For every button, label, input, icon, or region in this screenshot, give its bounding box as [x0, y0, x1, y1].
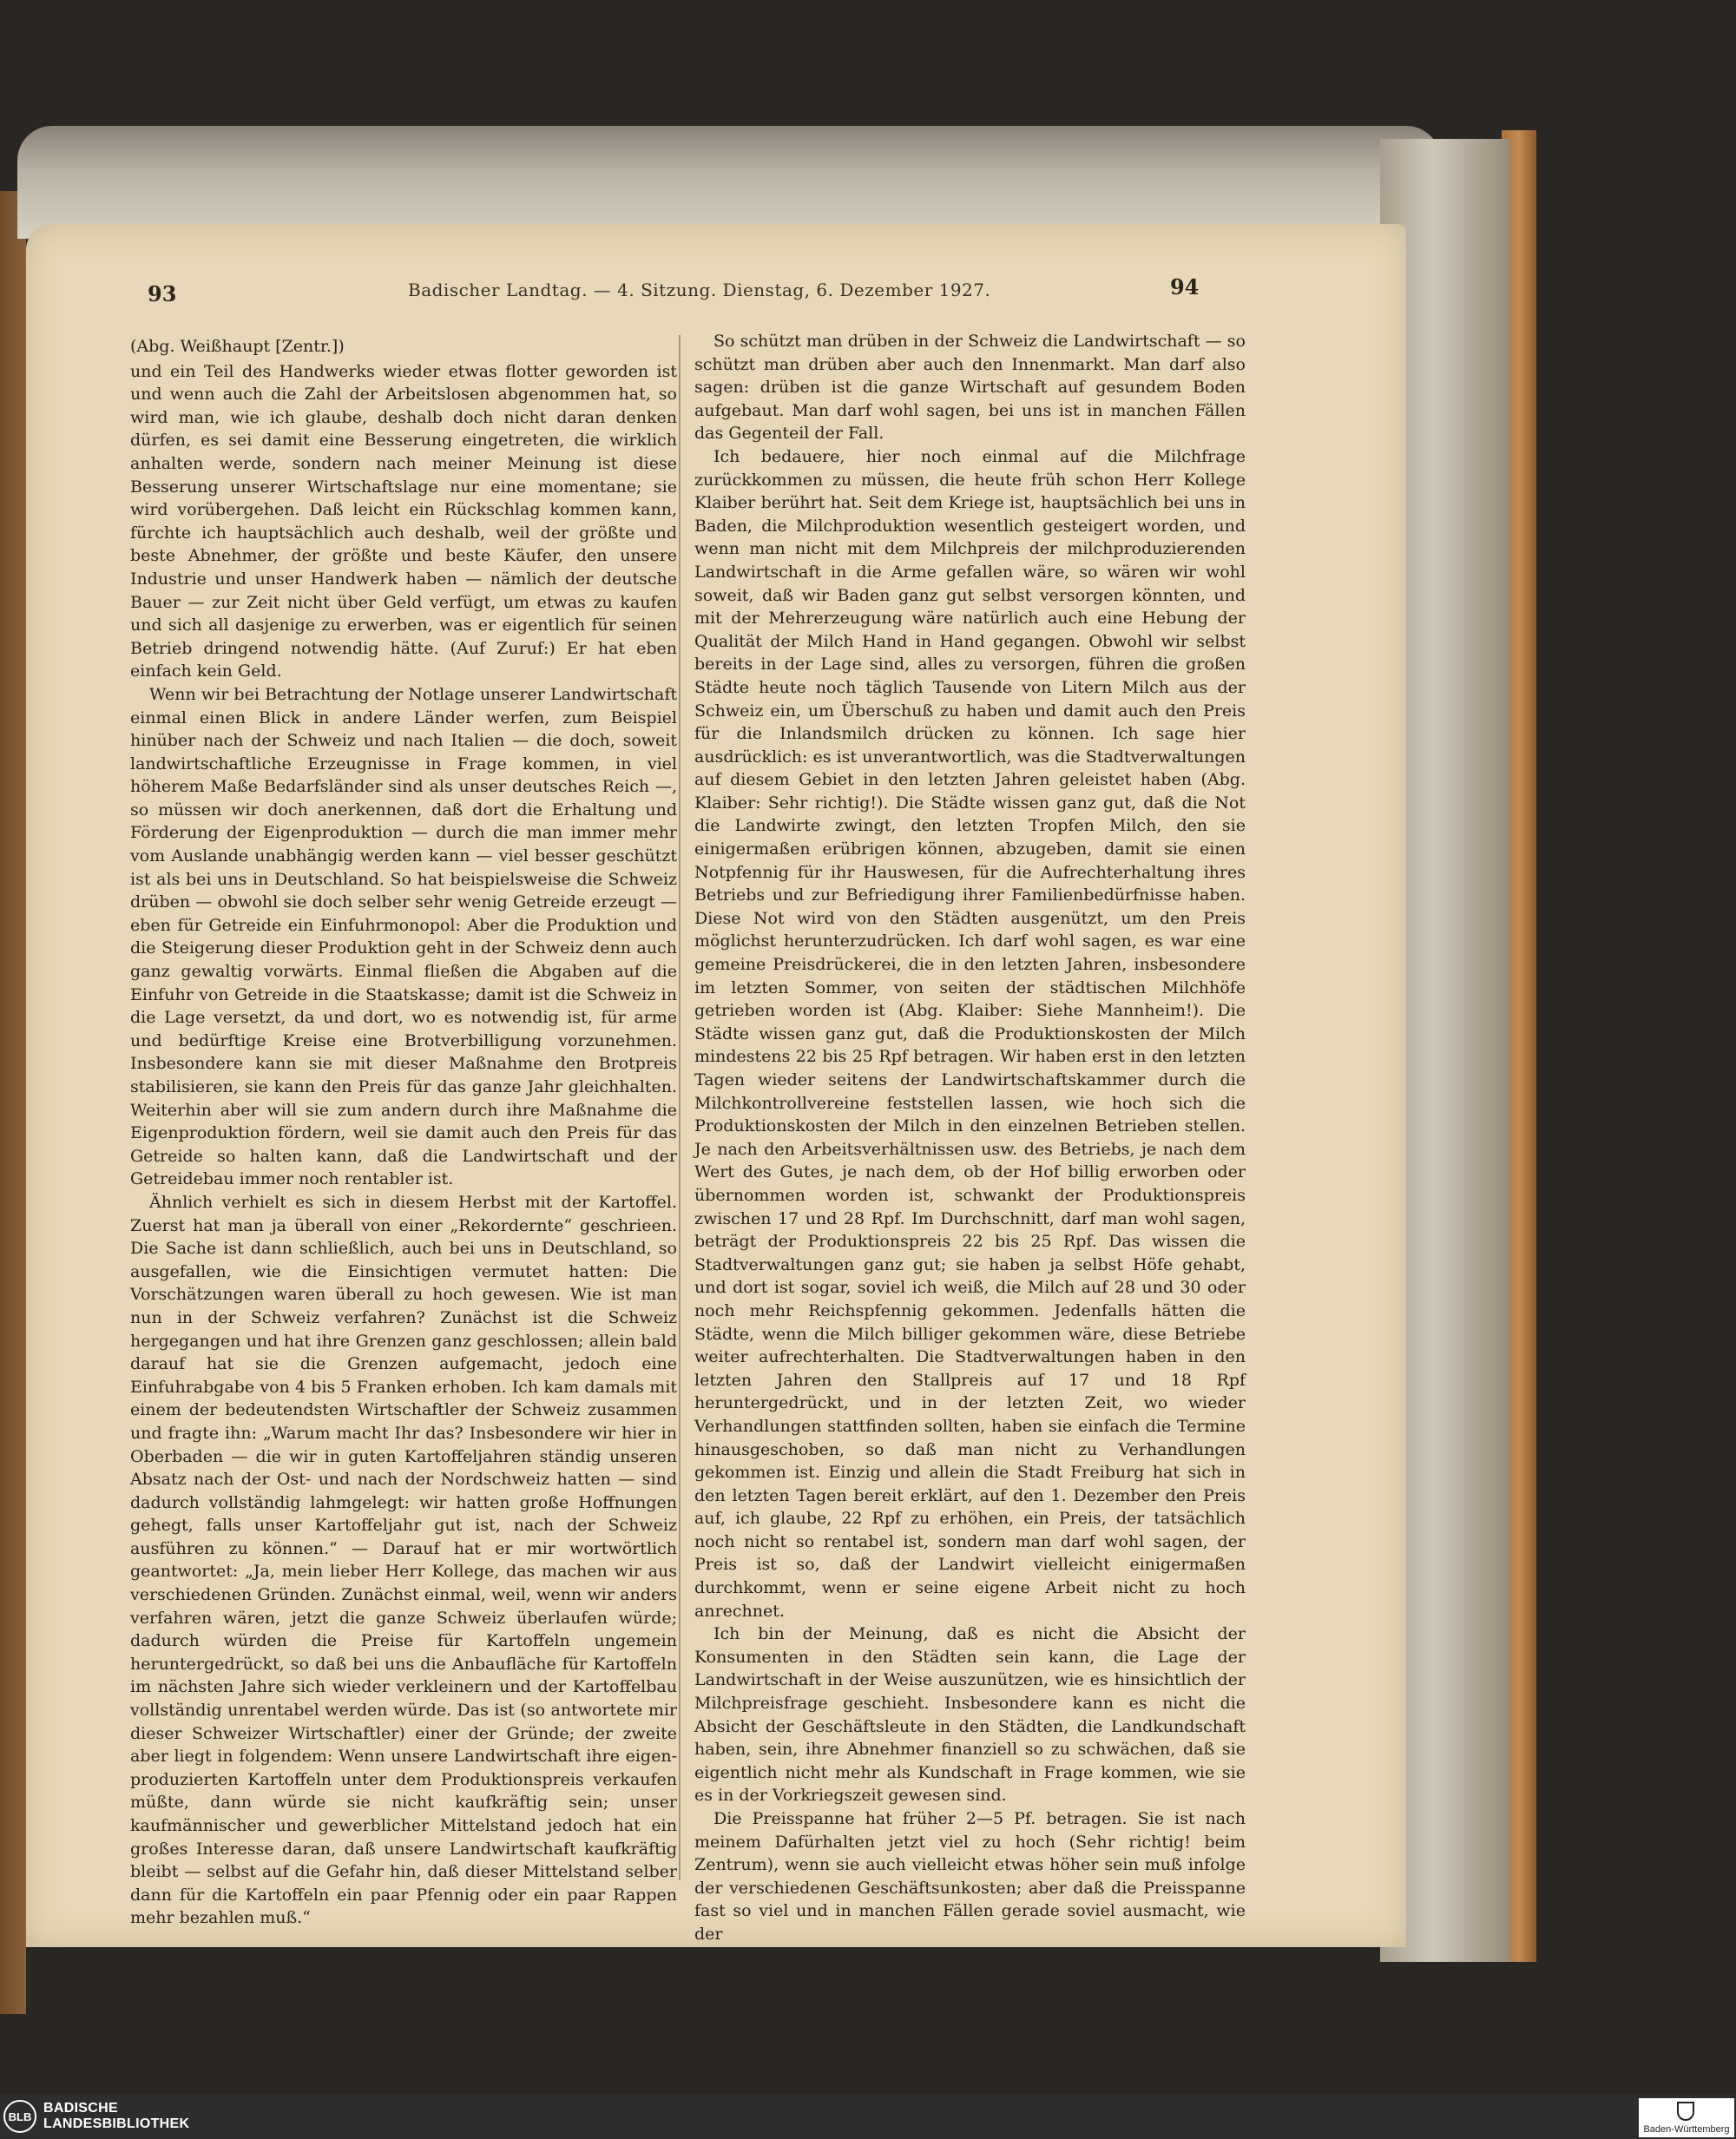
paragraph: Ähnlich verhielt es sich in diesem Herbst mit der Kartoffel. Zuerst hat man ja überall von einer „Rekordernte“ geschrieen. Die Sache ist dann schließlich, auch bei uns in Deutschland, so ausgefallen, wie die Einsichtigen vermutet hatten: Die Vorschätzungen waren überall zu hoch gewesen. Wie ist man nun in der Schweiz verfahren? Zunächst ist die Schweiz hergegangen und hat ihre Grenzen ganz geschlossen; allein bald darauf hat sie die Grenzen aufgemacht, jedoch eine Einfuhrabgabe von 4 bis 5 Franken erhoben. Ich kam damals mit einem der bedeutendsten Wirtschaftler der Schweiz zusammen und fragte ihn: „Warum macht Ihr das? Insbesondere wir hier in Oberbaden — die wir in guten Kartoffeljahren ständig unseren Absatz nach der Ost- und nach der Nordschweiz hatten — sind dadurch vollständig lahmgelegt: wir hatten große Hoffnungen gehegt, falls unser Kartoffeljahr gut ist, nach der Schweiz ausführen zu können.“ — Darauf hat er mir wortwörtlich geantwortet: „Ja, mein lieber Herr Kollege, das machen wir aus verschiedenen Gründen. Zunächst einmal, weil, wenn wir anders verfahren wären, jetzt die ganze Schweiz überlaufen würde; dadurch würden die Preise für Kartoffeln ungemein heruntergedrückt, so daß bei uns die Anbaufläche für Kartoffeln im nächsten Jahre sich wieder verkleinern und der Kartoffelbau vollständig unrentabel werden würde. Das ist (so antwortete mir dieser Schweizer Wirtschaftler) einer der Gründe; der zweite aber liegt in folgendem: Wenn unsere Landwirtschaft ihre eigen-produzierten Kartoffeln unter dem Produktionspreis verkaufen müßte, dann würde sie nicht kaufkräftig sein; unser kaufmännischer und gewerblicher Mittelstand jedoch hat ein großes Interesse daran, daß unsere Landwirtschaft kaufkräftig bleibt — selbst auf die Gefahr hin, daß dieser Mittelstand selber dann für die Kartoffeln ein paar Pfennig oder ein paar Rappen mehr bezahlen muß.“	[130, 1192, 677, 1928]
book-page-edges-top	[17, 126, 1441, 239]
library-name[interactable]	[43, 2101, 189, 2132]
baden-wuerttemberg-logo[interactable]	[1639, 2098, 1734, 2137]
library-name-line2: LANDESBIBLIOTHEK	[43, 2116, 190, 2131]
document-page	[26, 224, 1406, 1947]
column-divider	[679, 335, 681, 1880]
right-column	[694, 330, 1246, 1946]
running-title: Badischer Landtag. — 4. Sitzung. Dienstag, 6. Dezember 1927.	[408, 280, 991, 300]
paragraph: und ein Teil des Handwerks wieder etwas flotter geworden ist und wenn auch die Zahl der Arbeitslosen abgenommen hat, so wird man, wie ich glaube, deshalb doch nicht daran denken dürfen, es sei damit eine Besserung eingetreten, die wirklich anhalten werde, sondern nach meiner Meinung ist diese Besserung unserer Wirtschaftslage nur eine momentane; sie wird vorübergehen. Daß leicht ein Rückschlag kommen kann, fürchte ich hauptsächlich auch deshalb, weil der größte und beste Abnehmer, der größte und beste Käufer, den unsere Industrie und unser Handwerk haben — nämlich der deutsche Bauer — zur Zeit nicht über Geld verfügt, um etwas zu kaufen und sich all dasjenige zu erwerben, was er eigentlich für seinen Betrieb dringend notwendig hätte. (Auf Zuruf:) Er hat eben einfach kein Geld.	[130, 361, 677, 681]
speaker-label: (Abg. Weißhaupt [Zentr.])	[130, 337, 345, 356]
paragraph: Die Preisspanne hat früher 2—5 Pf. betragen. Sie ist nach meinem Dafürhalten jetzt viel zu hoch (Sehr richtig! beim Zentrum), wenn sie auch vielleicht etwas höher sein muß infolge der verschiedenen Geschäftsunkosten; aber daß die Preisspanne fast so viel und in manchen Fällen gerade soviel ausmacht, wie der	[694, 1809, 1246, 1944]
left-column	[130, 335, 677, 1930]
library-name-line1: BADISCHE	[43, 2101, 118, 2116]
book-cover-left	[0, 191, 26, 2014]
paragraph: So schützt man drüben in der Schweiz die Landwirtschaft — so schützt man drüben aber auch den Innenmarkt. Man darf also sagen: drüben ist die ganze Wirtschaft auf gesundem Boden aufgebaut. Man darf wohl sagen, bei uns ist in manchen Fällen das Gegenteil der Fall.	[694, 332, 1246, 444]
paragraph: Wenn wir bei Betrachtung der Notlage unserer Landwirtschaft einmal einen Blick in andere Länder werfen, zum Beispiel hinüber nach der Schweiz und nach Italien — die doch, soweit landwirtschaftliche Erzeugnisse in Frage kommen, in viel höherem Maße Bedarfsländer sind als unser deutsches Reich —, so müssen wir doch anerkennen, daß dort die Erhaltung und Förderung der Eigenproduktion — durch die man immer mehr vom Auslande unabhängig werden kann — viel besser geschützt ist als bei uns in Deutschland. So hat beispielsweise die Schweiz drüben — obwohl sie doch selber sehr wenig Getreide erzeugt — eben für Getreide ein Einfuhrmonopol: Aber die Produktion und die Steigerung dieser Produktion geht in der Schweiz denn auch ganz gewaltig vorwärts. Einmal fließen die Abgaben auf die Einfuhr von Getreide in die Staatskasse; damit ist die Schweiz in die Lage versetzt, da und dort, wo es notwendig ist, für arme und bedürftige Kreise eine Brotverbilligung vorzunehmen. Insbesondere kann sie mit dieser Maßnahme den Brotpreis stabilisieren, sie kann den Preis für das ganze Jahr gleichhalten. Weiterhin aber will sie zum andern durch ihre Maßnahme die Eigenproduktion fördern, weil sie damit auch den Preis für das Getreide so halten kann, daß die Landwirtschaft und der Getreidebau immer noch rentabler ist.	[130, 684, 677, 1189]
running-head	[26, 274, 1406, 309]
partner-name: Baden-Württemberg	[1643, 2124, 1730, 2135]
page-number-left: 93	[148, 281, 177, 306]
paragraph: Ich bedauere, hier noch einmal auf die Milchfrage zurückkommen zu müssen, die heute früh schon Herr Kollege Klaiber berührt hat. Seit dem Kriege ist, hauptsächlich bei uns in Baden, die Milchproduktion wesentlich gesteigert worden, und wenn man nicht mit dem Milchpreis der milchproduzierenden Landwirtschaft in die Arme gefallen wäre, so wären wir wohl soweit, daß wir Baden ganz gut selbst versorgen könnten, und mit der Mehrerzeugung wäre natürlich auch eine Hebung der Qualität der Milch Hand in Hand gegangen. Obwohl wir selbst bereits in der Lage sind, alles zu versorgen, führen die großen Städte heute noch täglich Tausende von Litern Milch aus der Schweiz ein, um Überschuß zu haben und damit auch den Preis für die Inlandsmilch drücken zu können. Ich sage hier ausdrücklich: es ist unverantwortlich, was die Stadtverwaltungen auf diesem Gebiet in den letzten Jahren geleistet haben (Abg. Klaiber: Sehr richtig!). Die Städte wissen ganz gut, daß die Not die Landwirte zwingt, den letzten Tropfen Milch, den sie einigermaßen erübrigen können, abzugeben, damit sie einen Notpfennig für ihr Hauswesen, für die Aufrechterhaltung ihres Betriebs und zur Befriedigung ihrer Familienbedürfnisse haben. Diese Not wird von den Städten ausgenützt, um den Preis möglichst herunterzudrücken. Ich darf wohl sagen, es war eine gemeine Preisdrückerei, die in den letzten Jahren, insbesondere im letzten Sommer, von seiten der städtischen Milchhöfe getrieben worden ist (Abg. Klaiber: Siehe Mannheim!). Die Städte wissen ganz gut, daß die Produktionskosten der Milch mindestens 22 bis 25 Rpf betragen. Wir haben erst in den letzten Tagen wieder seitens der Landwirtschaftskammer durch die Milchkontrollvereine feststellen lassen, wie hoch sich die Produktionskosten der Milch in den einzelnen Betrieben stellen. Je nach den Arbeitsverhältnissen usw. des Betriebs, je nach dem Wert des Gutes, je nach dem, ob der Hof billig erworben oder übernommen worden ist, schwankt der Produktionspreis zwischen 17 und 28 Rpf. Im Durchschnitt, darf man wohl sagen, beträgt der Produktionspreis 22 bis 25 Rpf. Das wissen die Stadtverwaltungen ganz gut; sie haben ja selbst Höfe gehabt, und dort ist sogar, soviel ich weiß, die Milch auf 28 und 30 oder noch mehr Reichspfennig gekommen. Jedenfalls hätten die Städte, wenn die Milch billiger gekommen wäre, diese Betriebe weiter aufrechterhalten. Die Stadtverwaltungen haben in den letzten Jahren den Stallpreis auf 17 und 18 Rpf heruntergedrückt, und in der letzten Zeit, wo wieder Verhandlungen stattfinden sollten, haben sie einfach die Termine hinausgeschoben, so daß man nicht zu Verhandlungen gekommen ist. Einzig und allein die Stadt Freiburg hat sich in den letzten Tagen bereit erklärt, auf den 1. Dezember den Preis auf, ich glaube, 22 Rpf zu erhöhen, ein Preis, der tatsächlich noch nicht so rentabel ist, sondern man darf wohl sagen, der Preis ist so, daß der Landwirt vielleicht einigermaßen durchkommt, wenn er seine eigene Arbeit nicht zu hoch anrechnet.	[694, 446, 1246, 1621]
paragraph: Ich bin der Meinung, daß es nicht die Absicht der Konsumenten in den Städten sein kann, die Lage der Landwirtschaft in der Weise auszunützen, wie es hinsichtlich der Milchpreisfrage geschieht. Insbesondere kann es nicht die Absicht der Geschäftsleute in den Städten, die Landkundschaft haben, sein, ihre Abnehmer finanziell so zu schwächen, daß sie eigentlich nicht mehr als Kundschaft in Frage kommen, wie sie es in der Vorkriegszeit gewesen sind.	[694, 1624, 1246, 1806]
coat-of-arms-icon	[1677, 2102, 1694, 2121]
page-number-right: 94	[1170, 274, 1200, 299]
blb-logo-icon[interactable]: BLB	[3, 2100, 36, 2133]
footer-bar	[0, 2095, 1736, 2139]
